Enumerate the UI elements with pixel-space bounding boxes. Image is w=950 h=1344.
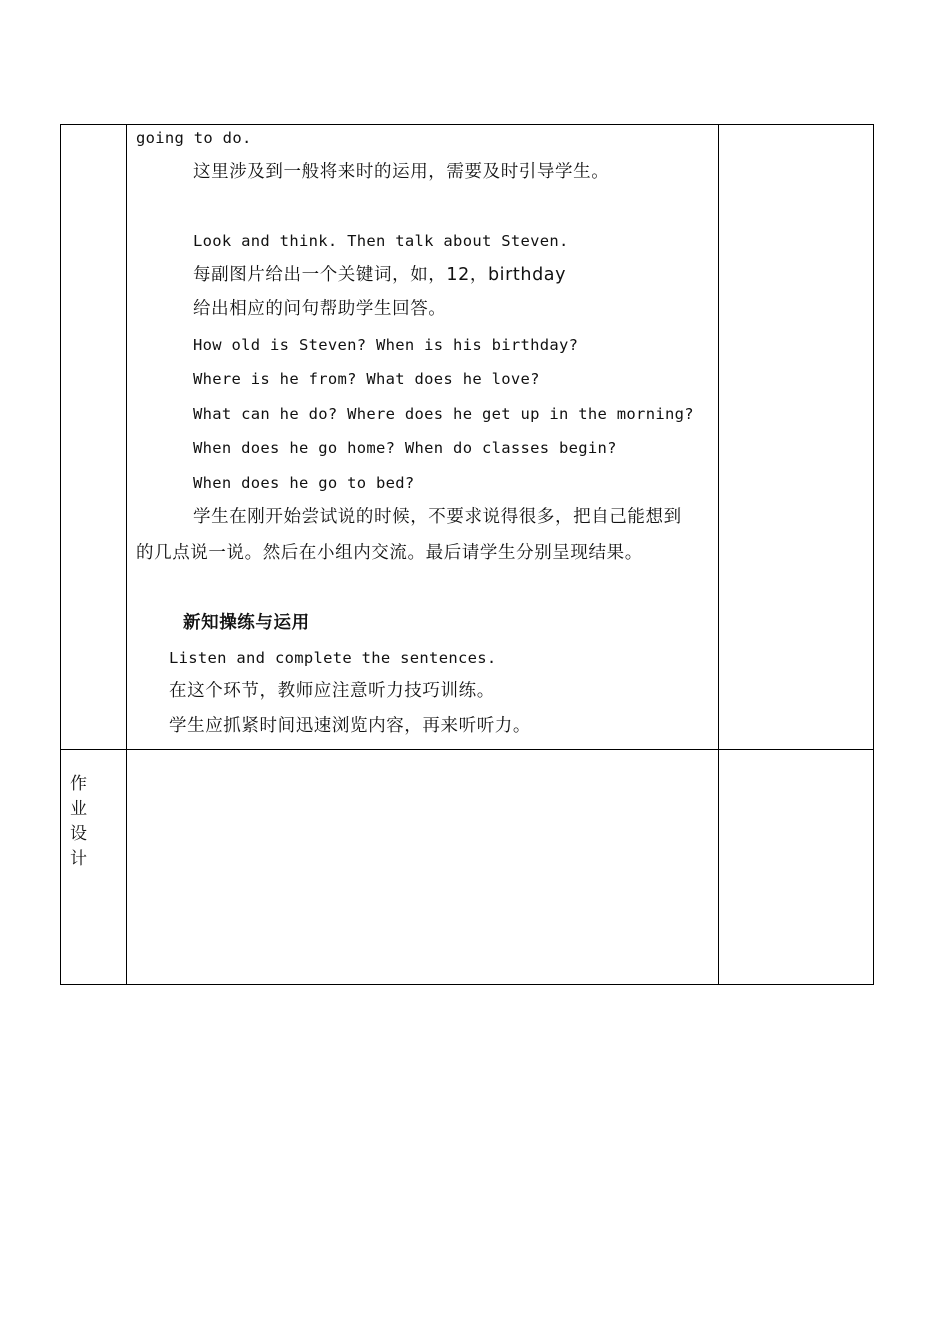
content-line: Where is he from? What does he love?: [193, 370, 540, 388]
row-divider: [60, 749, 874, 750]
label-char: 作: [70, 774, 87, 794]
content-line: 学生应抓紧时间迅速浏览内容，再来听听力。: [169, 716, 531, 736]
table-left-border: [60, 124, 61, 985]
content-line: 在这个环节，教师应注意听力技巧训练。: [169, 681, 495, 701]
content-line: 给出相应的问句帮助学生回答。: [193, 299, 447, 319]
homework-design-label: [70, 772, 90, 872]
column-divider-1: [126, 124, 127, 985]
content-line: going to do.: [136, 129, 252, 147]
label-char: 设: [70, 824, 87, 844]
content-line: 这里涉及到一般将来时的运用，需要及时引导学生。: [193, 162, 610, 182]
label-char: 业: [70, 799, 87, 819]
table-top-border: [60, 124, 874, 125]
content-line: 的几点说一说。然后在小组内交流。最后请学生分别呈现结果。: [136, 543, 643, 563]
content-line: Listen and complete the sentences.: [169, 649, 497, 667]
column-divider-2: [718, 124, 719, 985]
content-line: How old is Steven? When is his birthday?: [193, 336, 579, 354]
content-line: What can he do? Where does he get up in the morning?: [193, 405, 694, 423]
table-bottom-border: [60, 984, 874, 985]
content-line: When does he go to bed?: [193, 474, 415, 492]
label-char: 计: [70, 849, 87, 869]
section-heading: 新知操练与运用: [183, 613, 310, 633]
table-right-border: [873, 124, 874, 985]
content-line: When does he go home? When do classes begin?: [193, 439, 617, 457]
content-line: 每副图片给出一个关键词，如，12，birthday: [193, 265, 567, 285]
content-line: Look and think. Then talk about Steven.: [193, 232, 569, 250]
content-line: 学生在刚开始尝试说的时候，不要求说得很多，把自己能想到: [193, 507, 682, 527]
